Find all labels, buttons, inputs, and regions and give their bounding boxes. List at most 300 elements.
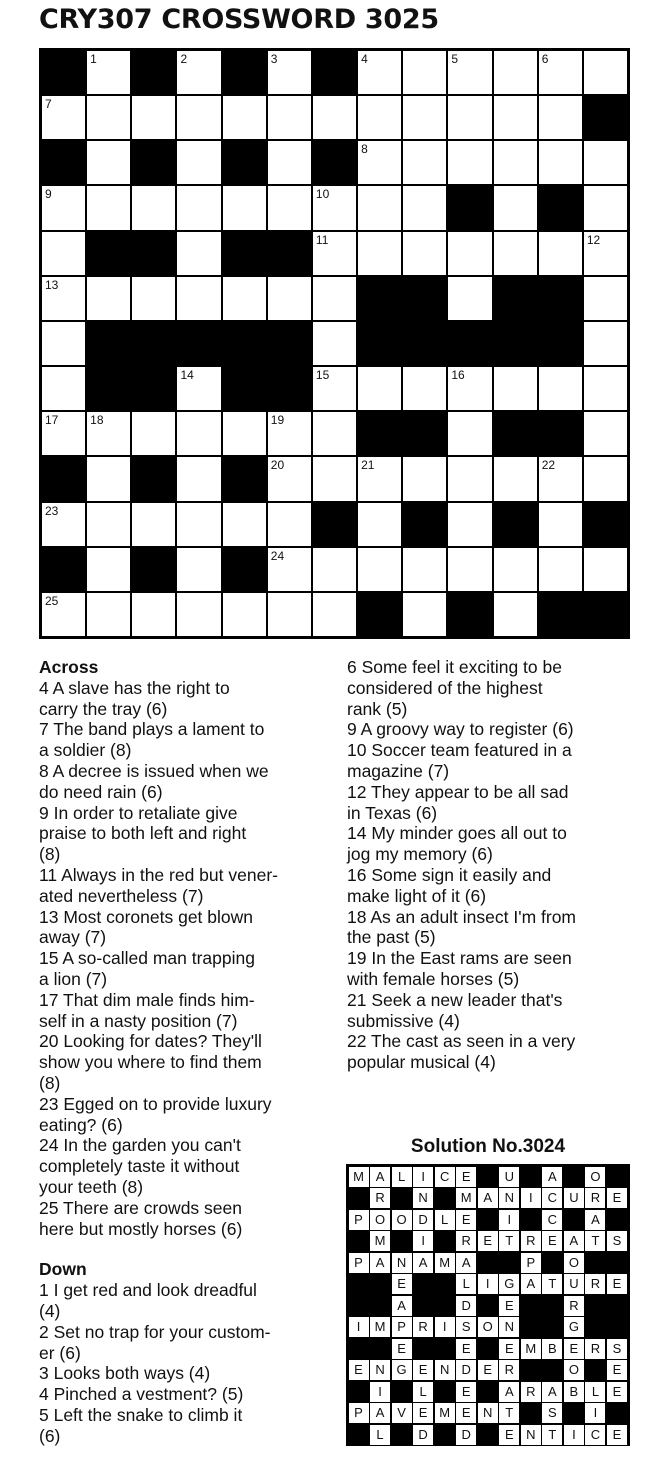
solution-black-square — [585, 1296, 605, 1316]
grid-cell[interactable] — [42, 277, 85, 320]
grid-cell[interactable] — [584, 548, 627, 591]
clue-line: carry the tray (6) — [39, 698, 168, 719]
solution-letter: E — [456, 1403, 476, 1423]
grid-cell[interactable] — [358, 457, 401, 500]
solution-letter: D — [456, 1360, 476, 1380]
solution-black-square — [521, 1210, 541, 1230]
solution-letter: A — [370, 1403, 390, 1423]
solution-letter: I — [478, 1274, 498, 1294]
solution-letter: A — [585, 1210, 605, 1230]
clues-right-column — [347, 657, 637, 1073]
solution-black-square — [478, 1425, 498, 1445]
grid-cell[interactable] — [87, 186, 130, 229]
solution-letter: A — [564, 1231, 584, 1251]
clue-number: 25 — [45, 593, 59, 608]
clues-left-column — [39, 657, 331, 1446]
grid-cell[interactable] — [87, 457, 130, 500]
clue-number: 20 — [270, 458, 285, 473]
grid-cell[interactable] — [313, 277, 356, 320]
clue-line: make light of it (6) — [347, 885, 487, 906]
solution-grid — [346, 1164, 630, 1446]
black-square — [87, 367, 130, 410]
solution-black-square — [542, 1253, 562, 1273]
grid-cell[interactable] — [268, 503, 311, 546]
black-square — [313, 141, 356, 184]
solution-letter: M — [435, 1403, 455, 1423]
grid-cell[interactable] — [584, 412, 627, 455]
grid-cell[interactable] — [358, 141, 401, 184]
grid-cell[interactable] — [494, 232, 537, 275]
solution-letter: P — [349, 1210, 369, 1230]
grid-cell[interactable] — [87, 548, 130, 591]
down-clues-right — [347, 657, 637, 1073]
black-square — [448, 186, 491, 229]
clue-number: 15 — [315, 368, 330, 383]
grid-cell[interactable] — [448, 141, 491, 184]
grid-cell[interactable] — [403, 457, 446, 500]
solution-black-square — [564, 1210, 584, 1230]
grid-cell[interactable] — [539, 457, 582, 500]
solution-letter: N — [370, 1360, 390, 1380]
grid-cell[interactable] — [494, 367, 537, 410]
solution-black-square — [521, 1296, 541, 1316]
grid-cell[interactable] — [358, 232, 401, 275]
solution-black-square — [370, 1296, 390, 1316]
clue-line: 9 In order to retaliate give — [39, 802, 238, 823]
clue-line: 1 I get red and look dreadful — [39, 1280, 257, 1301]
solution-letter: M — [456, 1188, 476, 1208]
solution-letter: N — [392, 1253, 412, 1273]
clue-line: away (7) — [39, 927, 107, 948]
clue-number: 22 — [541, 458, 556, 473]
puzzle-title: CRY307 CROSSWORD 3025 — [39, 4, 439, 35]
grid-cell[interactable] — [87, 503, 130, 546]
clue-number: 17 — [45, 413, 59, 428]
clue-number: 1 — [90, 52, 97, 66]
black-square — [42, 141, 85, 184]
grid-cell[interactable] — [268, 51, 311, 94]
clue-line: 2 Set no trap for your custom- — [39, 1321, 271, 1342]
black-square — [358, 322, 401, 365]
black-square — [42, 51, 85, 94]
grid-cell[interactable] — [584, 186, 627, 229]
grid-cell[interactable] — [268, 277, 311, 320]
solution-black-square — [413, 1274, 433, 1294]
solution-letter: C — [435, 1167, 455, 1187]
grid-cell[interactable] — [313, 593, 356, 636]
black-square — [223, 51, 266, 94]
clue-line: rank (5) — [347, 698, 408, 719]
solution-letter: E — [499, 1425, 519, 1445]
grid-cell[interactable] — [87, 141, 130, 184]
solution-black-square — [607, 1167, 627, 1187]
clue-line: 17 That dim male finds him- — [39, 989, 255, 1010]
solution-letter: E — [349, 1360, 369, 1380]
clue-line: (6) — [39, 1425, 61, 1446]
clue-line: show you where to find them — [39, 1052, 262, 1073]
clue-line: 5 Left the snake to climb it — [39, 1404, 243, 1425]
grid-cell[interactable] — [584, 51, 627, 94]
solution-black-square — [392, 1231, 412, 1251]
solution-black-square — [521, 1167, 541, 1187]
grid-cell[interactable] — [42, 503, 85, 546]
down-heading: Down — [39, 1259, 87, 1280]
solution-letter: E — [499, 1339, 519, 1359]
solution-letter: N — [435, 1360, 455, 1380]
grid-cell[interactable] — [584, 232, 627, 275]
clue-line: in Texas (6) — [347, 802, 438, 823]
clue-line: (8) — [39, 1072, 61, 1093]
solution-black-square — [585, 1253, 605, 1273]
black-square — [403, 277, 446, 320]
grid-cell[interactable] — [87, 96, 130, 139]
solution-black-square — [435, 1274, 455, 1294]
grid-cell[interactable] — [223, 412, 266, 455]
grid-cell[interactable] — [403, 548, 446, 591]
solution-letter: E — [607, 1382, 627, 1402]
solution-letter: I — [413, 1231, 433, 1251]
black-square — [313, 51, 356, 94]
black-square — [132, 232, 175, 275]
grid-cell[interactable] — [403, 593, 446, 636]
solution-black-square — [413, 1296, 433, 1316]
solution-black-square — [607, 1317, 627, 1337]
solution-black-square — [521, 1360, 541, 1380]
clue-line: praise to both left and right — [39, 823, 247, 844]
black-square — [177, 322, 220, 365]
grid-cell[interactable] — [403, 96, 446, 139]
grid-cell[interactable] — [494, 141, 537, 184]
grid-cell[interactable] — [539, 232, 582, 275]
solution-black-square — [542, 1317, 562, 1337]
crossword-grid[interactable] — [39, 48, 630, 639]
grid-cell[interactable] — [313, 232, 356, 275]
black-square — [494, 322, 537, 365]
solution-letter: D — [456, 1296, 476, 1316]
solution-black-square — [542, 1296, 562, 1316]
grid-cell[interactable] — [223, 277, 266, 320]
solution-letter: R — [499, 1360, 519, 1380]
black-square — [132, 141, 175, 184]
solution-letter: A — [542, 1167, 562, 1187]
clue-line: 10 Soccer team featured in a — [347, 740, 572, 761]
grid-cell[interactable] — [132, 277, 175, 320]
grid-cell[interactable] — [448, 457, 491, 500]
grid-cell[interactable] — [177, 186, 220, 229]
grid-cell[interactable] — [87, 593, 130, 636]
solution-black-square — [607, 1253, 627, 1273]
solution-letter: I — [413, 1167, 433, 1187]
solution-black-square — [478, 1253, 498, 1273]
solution-letter: A — [392, 1296, 412, 1316]
black-square — [403, 412, 446, 455]
clue-line: er (6) — [39, 1342, 81, 1363]
solution-letter: E — [542, 1231, 562, 1251]
grid-cell[interactable] — [177, 277, 220, 320]
solution-letter: R — [585, 1188, 605, 1208]
solution-letter: C — [542, 1210, 562, 1230]
grid-cell[interactable] — [268, 186, 311, 229]
solution-black-square — [413, 1339, 433, 1359]
grid-cell[interactable] — [539, 96, 582, 139]
grid-cell[interactable] — [539, 367, 582, 410]
grid-cell[interactable] — [268, 548, 311, 591]
grid-cell[interactable] — [494, 457, 537, 500]
grid-cell[interactable] — [313, 457, 356, 500]
grid-cell[interactable] — [358, 186, 401, 229]
solution-letter: E — [392, 1274, 412, 1294]
solution-black-square — [607, 1296, 627, 1316]
solution-black-square — [349, 1425, 369, 1445]
grid-cell[interactable] — [403, 232, 446, 275]
clue-line: 14 My minder goes all out to — [347, 823, 567, 844]
clue-line: ated nevertheless (7) — [39, 885, 204, 906]
solution-letter: T — [542, 1425, 562, 1445]
solution-letter: E — [413, 1403, 433, 1423]
grid-cell[interactable] — [448, 232, 491, 275]
grid-cell[interactable] — [313, 96, 356, 139]
grid-cell[interactable] — [403, 141, 446, 184]
clue-number: 7 — [45, 97, 52, 112]
solution-black-square — [349, 1274, 369, 1294]
grid-cell[interactable] — [539, 503, 582, 546]
grid-cell[interactable] — [177, 232, 220, 275]
grid-cell[interactable] — [494, 548, 537, 591]
grid-cell[interactable] — [42, 367, 85, 410]
clue-number: 3 — [270, 52, 278, 66]
grid-cell[interactable] — [584, 367, 627, 410]
clue-line: 16 Some sign it easily and — [347, 864, 552, 885]
grid-cell[interactable] — [358, 548, 401, 591]
solution-black-square — [607, 1210, 627, 1230]
solution-letter: R — [456, 1231, 476, 1251]
grid-cell[interactable] — [268, 412, 311, 455]
solution-black-square — [349, 1296, 369, 1316]
solution-letter: A — [413, 1253, 433, 1273]
clue-line: considered of the highest — [347, 677, 543, 698]
solution-letter: D — [456, 1425, 476, 1445]
clue-line: 4 Pinched a vestment? (5) — [39, 1384, 244, 1405]
grid-cell[interactable] — [177, 141, 220, 184]
solution-letter: E — [456, 1167, 476, 1187]
grid-cell[interactable] — [42, 232, 85, 275]
grid-cell[interactable] — [177, 503, 220, 546]
grid-cell[interactable] — [584, 277, 627, 320]
grid-cell[interactable] — [448, 96, 491, 139]
clue-number: 9 — [45, 187, 52, 202]
solution-letter: T — [542, 1274, 562, 1294]
solution-letter: E — [564, 1339, 584, 1359]
clue-line: 20 Looking for dates? They'll — [39, 1031, 262, 1052]
grid-cell[interactable] — [42, 96, 85, 139]
solution-black-square — [370, 1339, 390, 1359]
solution-letter: R — [413, 1317, 433, 1337]
grid-cell[interactable] — [313, 548, 356, 591]
grid-cell[interactable] — [268, 96, 311, 139]
solution-black-square — [349, 1382, 369, 1402]
solution-letter: N — [499, 1188, 519, 1208]
grid-cell[interactable] — [87, 277, 130, 320]
clue-line: 8 A decree is issued when we — [39, 760, 269, 781]
solution-black-square — [478, 1167, 498, 1187]
grid-cell[interactable] — [42, 322, 85, 365]
solution-letter: B — [542, 1339, 562, 1359]
black-square — [539, 186, 582, 229]
solution-black-square — [392, 1382, 412, 1402]
grid-cell[interactable] — [177, 367, 220, 410]
grid-cell[interactable] — [358, 367, 401, 410]
grid-cell[interactable] — [42, 593, 85, 636]
black-square — [403, 503, 446, 546]
black-square — [132, 367, 175, 410]
clue-line: 24 In the garden you can't — [39, 1135, 241, 1156]
grid-cell[interactable] — [584, 322, 627, 365]
solution-letter: G — [499, 1274, 519, 1294]
grid-cell[interactable] — [132, 503, 175, 546]
grid-cell[interactable] — [358, 96, 401, 139]
clue-line: with female horses (5) — [347, 968, 520, 989]
solution-black-square — [392, 1188, 412, 1208]
grid-cell[interactable] — [177, 96, 220, 139]
solution-letter: N — [499, 1317, 519, 1337]
grid-cell[interactable] — [177, 548, 220, 591]
solution-letter: A — [521, 1274, 541, 1294]
grid-cell[interactable] — [87, 51, 130, 94]
black-square — [268, 367, 311, 410]
grid-cell[interactable] — [494, 593, 537, 636]
solution-letter: T — [499, 1231, 519, 1251]
solution-letter: L — [392, 1167, 412, 1187]
grid-cell[interactable] — [494, 96, 537, 139]
grid-cell[interactable] — [403, 186, 446, 229]
grid-cell[interactable] — [448, 548, 491, 591]
solution-letter: I — [435, 1317, 455, 1337]
solution-letter: L — [456, 1274, 476, 1294]
solution-letter: U — [499, 1167, 519, 1187]
solution-letter: A — [499, 1382, 519, 1402]
solution-black-square — [521, 1403, 541, 1423]
grid-cell[interactable] — [313, 367, 356, 410]
grid-cell[interactable] — [177, 412, 220, 455]
solution-letter: O — [564, 1360, 584, 1380]
grid-cell[interactable] — [223, 186, 266, 229]
solution-black-square — [392, 1425, 412, 1445]
clue-number: 13 — [45, 277, 59, 292]
grid-cell[interactable] — [494, 186, 537, 229]
black-square — [539, 322, 582, 365]
grid-cell[interactable] — [448, 503, 491, 546]
clue-line: completely taste it without — [39, 1156, 240, 1177]
grid-cell[interactable] — [539, 141, 582, 184]
grid-cell[interactable] — [358, 51, 401, 94]
solution-letter: O — [392, 1210, 412, 1230]
solution-letter: G — [392, 1360, 412, 1380]
solution-letter: O — [585, 1167, 605, 1187]
grid-cell[interactable] — [313, 412, 356, 455]
grid-cell[interactable] — [584, 457, 627, 500]
black-square — [448, 593, 491, 636]
grid-cell[interactable] — [313, 322, 356, 365]
solution-letter: A — [370, 1167, 390, 1187]
solution-letter: E — [413, 1360, 433, 1380]
grid-cell[interactable] — [448, 277, 491, 320]
clue-number: 4 — [361, 52, 368, 66]
grid-cell[interactable] — [132, 96, 175, 139]
grid-cell[interactable] — [132, 186, 175, 229]
grid-cell[interactable] — [223, 593, 266, 636]
grid-cell[interactable] — [448, 412, 491, 455]
solution-letter: N — [478, 1403, 498, 1423]
solution-letter: D — [413, 1210, 433, 1230]
grid-cell[interactable] — [539, 548, 582, 591]
solution-letter: S — [456, 1317, 476, 1337]
clue-number: 6 — [541, 52, 549, 66]
clue-line: a lion (7) — [39, 968, 108, 989]
clue-line: 12 They appear to be all sad — [347, 781, 569, 802]
grid-cell[interactable] — [132, 412, 175, 455]
grid-cell[interactable] — [268, 141, 311, 184]
solution-letter: R — [521, 1382, 541, 1402]
grid-cell[interactable] — [494, 51, 537, 94]
solution-letter: P — [349, 1253, 369, 1273]
grid-cell[interactable] — [87, 412, 130, 455]
across-heading: Across — [39, 657, 99, 677]
solution-black-square — [349, 1339, 369, 1359]
grid-cell[interactable] — [448, 367, 491, 410]
black-square — [132, 548, 175, 591]
grid-cell[interactable] — [223, 96, 266, 139]
grid-cell[interactable] — [358, 503, 401, 546]
clue-number: 12 — [586, 232, 601, 247]
grid-cell[interactable] — [584, 141, 627, 184]
grid-cell[interactable] — [42, 186, 85, 229]
clue-number: 21 — [361, 458, 375, 473]
grid-cell[interactable] — [42, 412, 85, 455]
black-square — [358, 277, 401, 320]
grid-cell[interactable] — [403, 51, 446, 94]
grid-cell[interactable] — [132, 593, 175, 636]
solution-letter: I — [349, 1317, 369, 1337]
grid-cell[interactable] — [177, 51, 220, 94]
solution-black-square — [370, 1274, 390, 1294]
solution-black-square — [564, 1403, 584, 1423]
black-square — [403, 322, 446, 365]
black-square — [268, 322, 311, 365]
solution-letter: R — [585, 1339, 605, 1359]
solution-letter: U — [564, 1188, 584, 1208]
grid-cell[interactable] — [177, 593, 220, 636]
solution-letter: E — [607, 1360, 627, 1380]
solution-letter: E — [499, 1296, 519, 1316]
clue-number: 5 — [451, 52, 459, 66]
grid-cell[interactable] — [448, 51, 491, 94]
grid-cell[interactable] — [539, 51, 582, 94]
solution-letter: A — [542, 1382, 562, 1402]
grid-cell[interactable] — [313, 186, 356, 229]
grid-cell[interactable] — [403, 367, 446, 410]
clue-line: 19 In the East rams are seen — [347, 948, 572, 969]
grid-cell[interactable] — [177, 457, 220, 500]
solution-letter: M — [435, 1253, 455, 1273]
solution-black-square — [435, 1296, 455, 1316]
grid-cell[interactable] — [268, 457, 311, 500]
grid-cell[interactable] — [268, 593, 311, 636]
solution-letter: L — [413, 1382, 433, 1402]
clue-line: 4 A slave has the right to — [39, 677, 230, 698]
grid-cell[interactable] — [223, 503, 266, 546]
solution-black-square — [435, 1231, 455, 1251]
solution-black-square — [435, 1188, 455, 1208]
